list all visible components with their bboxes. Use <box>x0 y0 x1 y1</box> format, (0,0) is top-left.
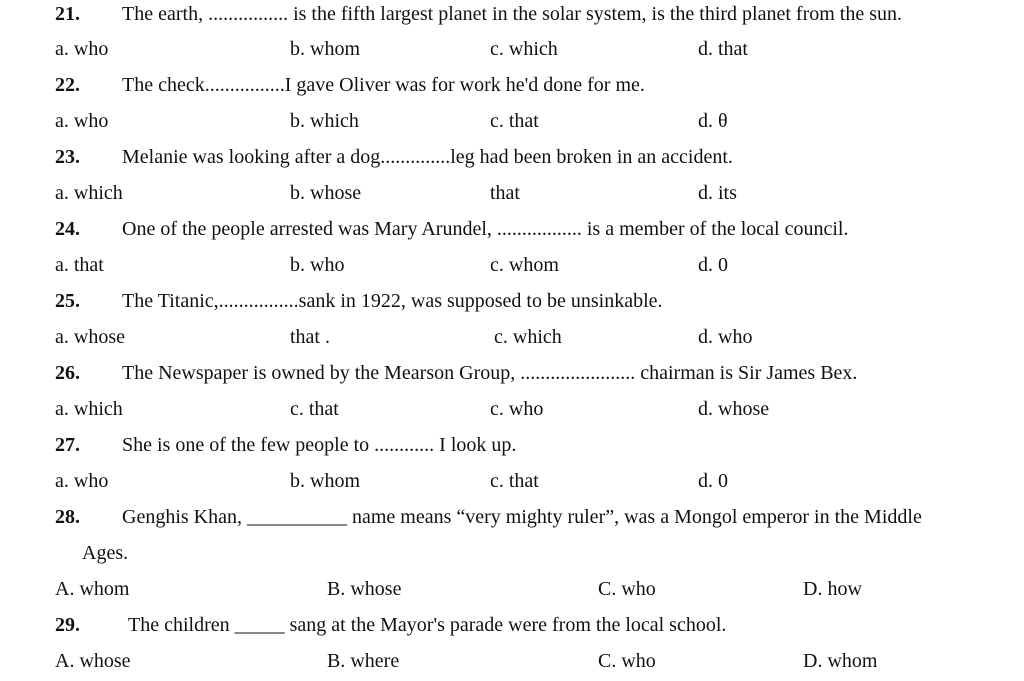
option-a: a. whose <box>55 326 125 348</box>
question-number: 21. <box>55 3 80 25</box>
option-b: that . <box>290 326 330 348</box>
question-text: The check................I gave Oliver was for work he'd done for me. <box>122 74 645 96</box>
option-a: a. who <box>55 470 109 492</box>
option-b: c. that <box>290 398 339 420</box>
option-d: d. 0 <box>698 470 728 492</box>
option-b: B. where <box>327 650 400 672</box>
option-a: a. who <box>55 38 109 60</box>
question-text: The earth, ................ is the fifth largest planet in the solar system, is the third planet from the sun. <box>122 3 903 25</box>
question-number: 25. <box>55 290 80 312</box>
option-c: c. who <box>490 398 544 420</box>
option-a: A. whose <box>55 650 131 672</box>
option-a: a. who <box>55 110 109 132</box>
option-d: D. whom <box>803 650 878 672</box>
question-number: 24. <box>55 218 80 240</box>
option-b: B. whose <box>327 578 402 600</box>
option-b: b. whom <box>290 470 360 492</box>
option-c: c. which <box>490 38 558 60</box>
option-b: b. which <box>290 110 359 132</box>
option-d: d. who <box>698 326 753 348</box>
option-a: a. that <box>55 254 104 276</box>
option-d: d. that <box>698 38 748 60</box>
option-c: c. that <box>490 470 539 492</box>
option-c: c. whom <box>490 254 559 276</box>
question-text: Genghis Khan, __________ name means “very mighty ruler”, was a Mongol emperor in the Middle <box>122 506 922 528</box>
question-text: Melanie was looking after a dog..............leg had been broken in an accident. <box>122 146 733 168</box>
question-number: 28. <box>55 506 80 528</box>
option-b: b. who <box>290 254 345 276</box>
option-c: C. who <box>598 650 656 672</box>
option-d: d. θ <box>698 110 728 132</box>
option-c: C. who <box>598 578 656 600</box>
question-text: One of the people arrested was Mary Arundel, ................. is a member of the local council. <box>122 218 849 240</box>
option-c: c. that <box>490 110 539 132</box>
question-text: The children _____ sang at the Mayor's parade were from the local school. <box>128 614 727 636</box>
question-number: 22. <box>55 74 80 96</box>
option-d: d. 0 <box>698 254 728 276</box>
option-a: a. which <box>55 398 123 420</box>
question-number: 26. <box>55 362 80 384</box>
question-number: 27. <box>55 434 80 456</box>
question-text-continuation: Ages. <box>82 542 129 564</box>
option-d: d. its <box>698 182 737 204</box>
question-text: She is one of the few people to ............ I look up. <box>122 434 517 456</box>
question-number: 23. <box>55 146 80 168</box>
option-b: b. whose <box>290 182 362 204</box>
question-text: The Titanic,................sank in 1922, was supposed to be unsinkable. <box>122 290 663 312</box>
option-b: b. whom <box>290 38 360 60</box>
option-d: D. how <box>803 578 862 600</box>
option-a: A. whom <box>55 578 130 600</box>
option-d: d. whose <box>698 398 770 420</box>
option-c: that <box>490 182 520 204</box>
option-c: c. which <box>494 326 562 348</box>
option-a: a. which <box>55 182 123 204</box>
question-text: The Newspaper is owned by the Mearson Group, ....................... chairman is Sir James Bex. <box>122 362 858 384</box>
question-number: 29. <box>55 614 80 636</box>
